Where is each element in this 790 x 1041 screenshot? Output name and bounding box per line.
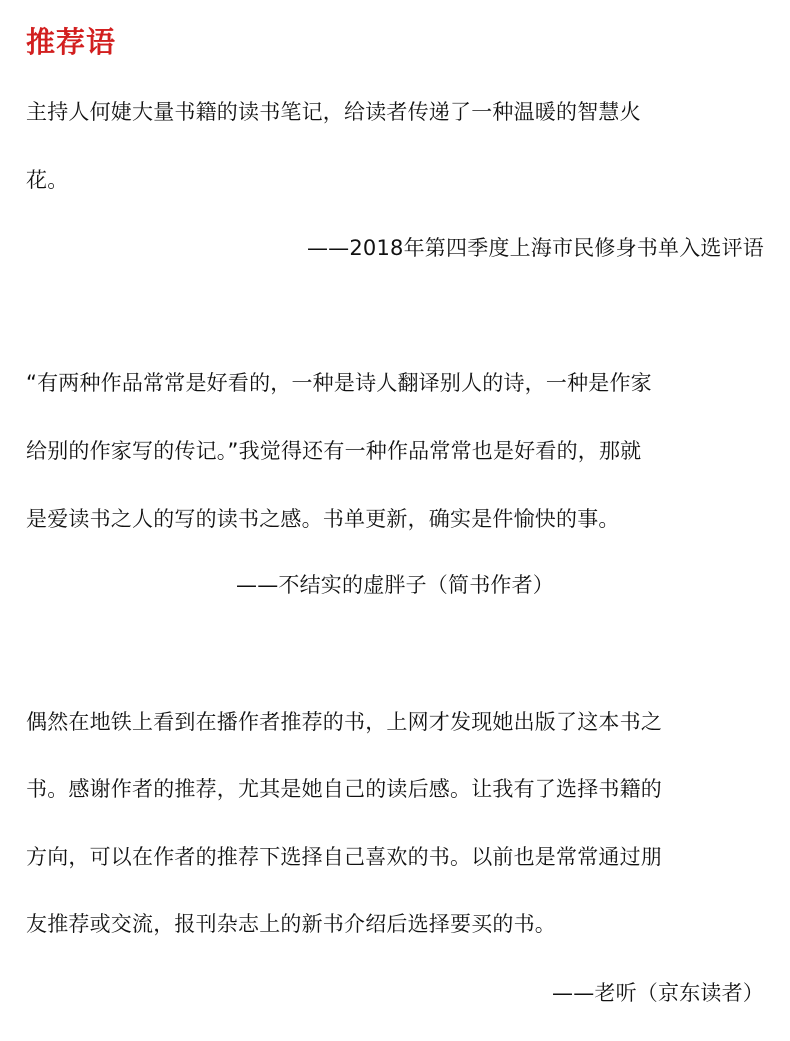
blurb-2-attribution: ——不结实的虚胖子（简书作者）	[236, 573, 554, 597]
blurb-3-line-3: 方向，可以在作者的推荐下选择自己喜欢的书。以前也是常常通过朋	[26, 845, 662, 869]
blurb-1-line-2: 花。	[26, 168, 69, 192]
blurb-2-line-2: 给别的作家写的传记。”我觉得还有一种作品常常也是好看的，那就	[26, 439, 642, 463]
blurb-3-line-4: 友推荐或交流，报刊杂志上的新书介绍后选择要买的书。	[26, 912, 556, 936]
blurb-1-attribution: ——2018年第四季度上海市民修身书单入选评语	[306, 236, 764, 260]
blurb-2-line-3: 是爱读书之人的写的读书之感。书单更新，确实是件愉快的事。	[26, 507, 620, 531]
blurb-3-attribution: ——老听（京东读者）	[552, 981, 764, 1005]
blurb-3-line-2: 书。感谢作者的推荐，尤其是她自己的读后感。让我有了选择书籍的	[26, 777, 662, 801]
blurb-2-line-1: “有两种作品常常是好看的，一种是诗人翻译别人的诗，一种是作家	[26, 371, 652, 395]
blurb-1-line-1: 主持人何婕大量书籍的读书笔记，给读者传递了一种温暖的智慧火	[26, 100, 641, 124]
page-title: 推荐语	[26, 25, 117, 59]
blurb-3-line-1: 偶然在地铁上看到在播作者推荐的书，上网才发现她出版了这本书之	[26, 710, 662, 734]
